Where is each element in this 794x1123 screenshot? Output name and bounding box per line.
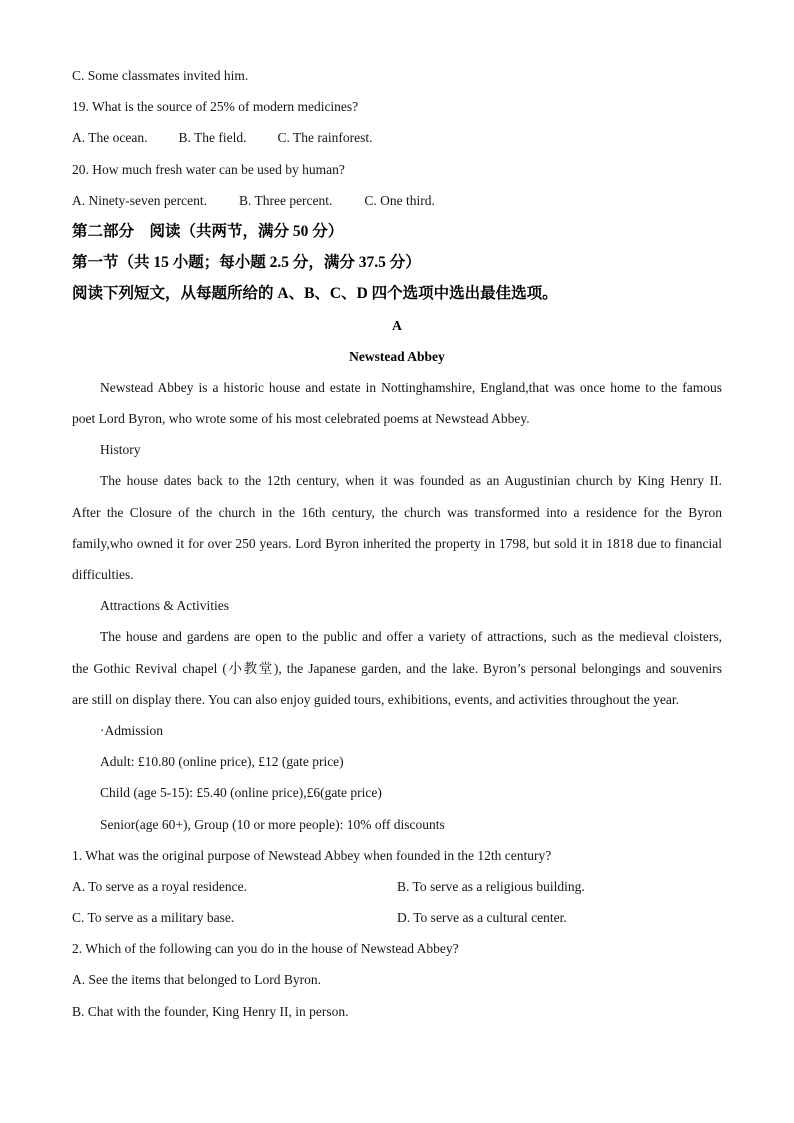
q1-option-b: B. To serve as a religious building. — [397, 878, 585, 894]
paragraph-line: difficulties. — [72, 567, 134, 582]
admission-heading: ·Admission — [100, 722, 164, 738]
passage-label: A — [392, 317, 402, 333]
q2-option-b: B. Chat with the founder, King Henry II, in person. — [72, 1003, 349, 1019]
q20-option-a: A. Ninety-seven percent. — [72, 192, 207, 208]
q2-option-a: A. See the items that belonged to Lord Byron. — [72, 972, 321, 988]
q19-options — [72, 122, 722, 153]
section-title: 第一节（共 15 小题；每小题 2.5 分，满分 37.5 分） — [72, 254, 421, 272]
paragraph-line: family,who owned it for over 250 years. Lord Byron inherited the property in 1798, but sold it in 1818 due to financial — [72, 535, 722, 551]
reading-instructions: 阅读下列短文，从每题所给的 A、B、C、D 四个选项中选出最佳选项。 — [72, 285, 558, 303]
q20-options — [72, 185, 722, 216]
q19-option-a: A. The ocean. — [72, 130, 148, 146]
q19-option-c: C. The rainforest. — [277, 130, 373, 146]
paragraph-line: After the Closure of the church in the 16th century, the church was transformed into a residence for the Byron — [72, 504, 722, 520]
q2-stem: 2. Which of the following can you do in the house of Newstead Abbey? — [72, 941, 459, 957]
paragraph-line: are still on display there. You can also enjoy guided tours, exhibitions, events, and activities throughout the year. — [72, 691, 680, 707]
q20-stem: 20. How much fresh water can be used by human? — [72, 161, 345, 177]
admission-adult: Adult: £10.80 (online price), £12 (gate price) — [100, 754, 344, 770]
paragraph-line: Newstead Abbey is a historic house and estate in Nottinghamshire, England,that was once home to the famous — [100, 379, 722, 395]
q1-option-d: D. To serve as a cultural center. — [397, 910, 567, 926]
exam-page — [72, 60, 722, 1027]
paragraph-line: The house and gardens are open to the public and offer a variety of attractions, such as the medieval cloisters, — [100, 629, 722, 645]
q1-options-row-1 — [72, 871, 722, 902]
history-heading: History — [100, 442, 141, 458]
passage-title: Newstead Abbey — [349, 348, 445, 364]
q1-options-row-2 — [72, 902, 722, 933]
q20-option-c: C. One third. — [364, 192, 435, 208]
attractions-paragraph — [72, 621, 722, 715]
part-title: 第二部分 阅读（共两节，满分 50 分） — [72, 222, 344, 240]
intro-paragraph — [72, 372, 722, 434]
q18-option-c: C. Some classmates invited him. — [72, 68, 249, 83]
q19-option-b: B. The field. — [178, 130, 247, 146]
q1-option-c: C. To serve as a military base. — [72, 910, 235, 926]
q20-option-b: B. Three percent. — [238, 192, 333, 208]
admission-child: Child (age 5-15): £5.40 (online price),£6(gate price) — [100, 785, 382, 801]
history-paragraph — [72, 465, 722, 590]
admission-list — [72, 746, 722, 840]
q19-stem: 19. What is the source of 25% of modern medicines? — [72, 99, 359, 115]
paragraph-line: poet Lord Byron, who wrote some of his most celebrated poems at Newstead Abbey. — [72, 411, 530, 427]
q1-option-a: A. To serve as a royal residence. — [72, 878, 247, 894]
admission-senior-group: Senior(age 60+), Group (10 or more people): 10% off discounts — [100, 816, 445, 832]
paragraph-line: The house dates back to the 12th century, when it was founded as an Augustinian church by King Henry II. — [100, 473, 722, 489]
attractions-heading: Attractions & Activities — [100, 598, 229, 614]
paragraph-line: the Gothic Revival chapel (小教堂), the Japanese garden, and the lake. Byron’s personal belongings and souvenirs — [72, 660, 722, 676]
q1-stem: 1. What was the original purpose of Newstead Abbey when founded in the 12th century? — [72, 847, 552, 863]
